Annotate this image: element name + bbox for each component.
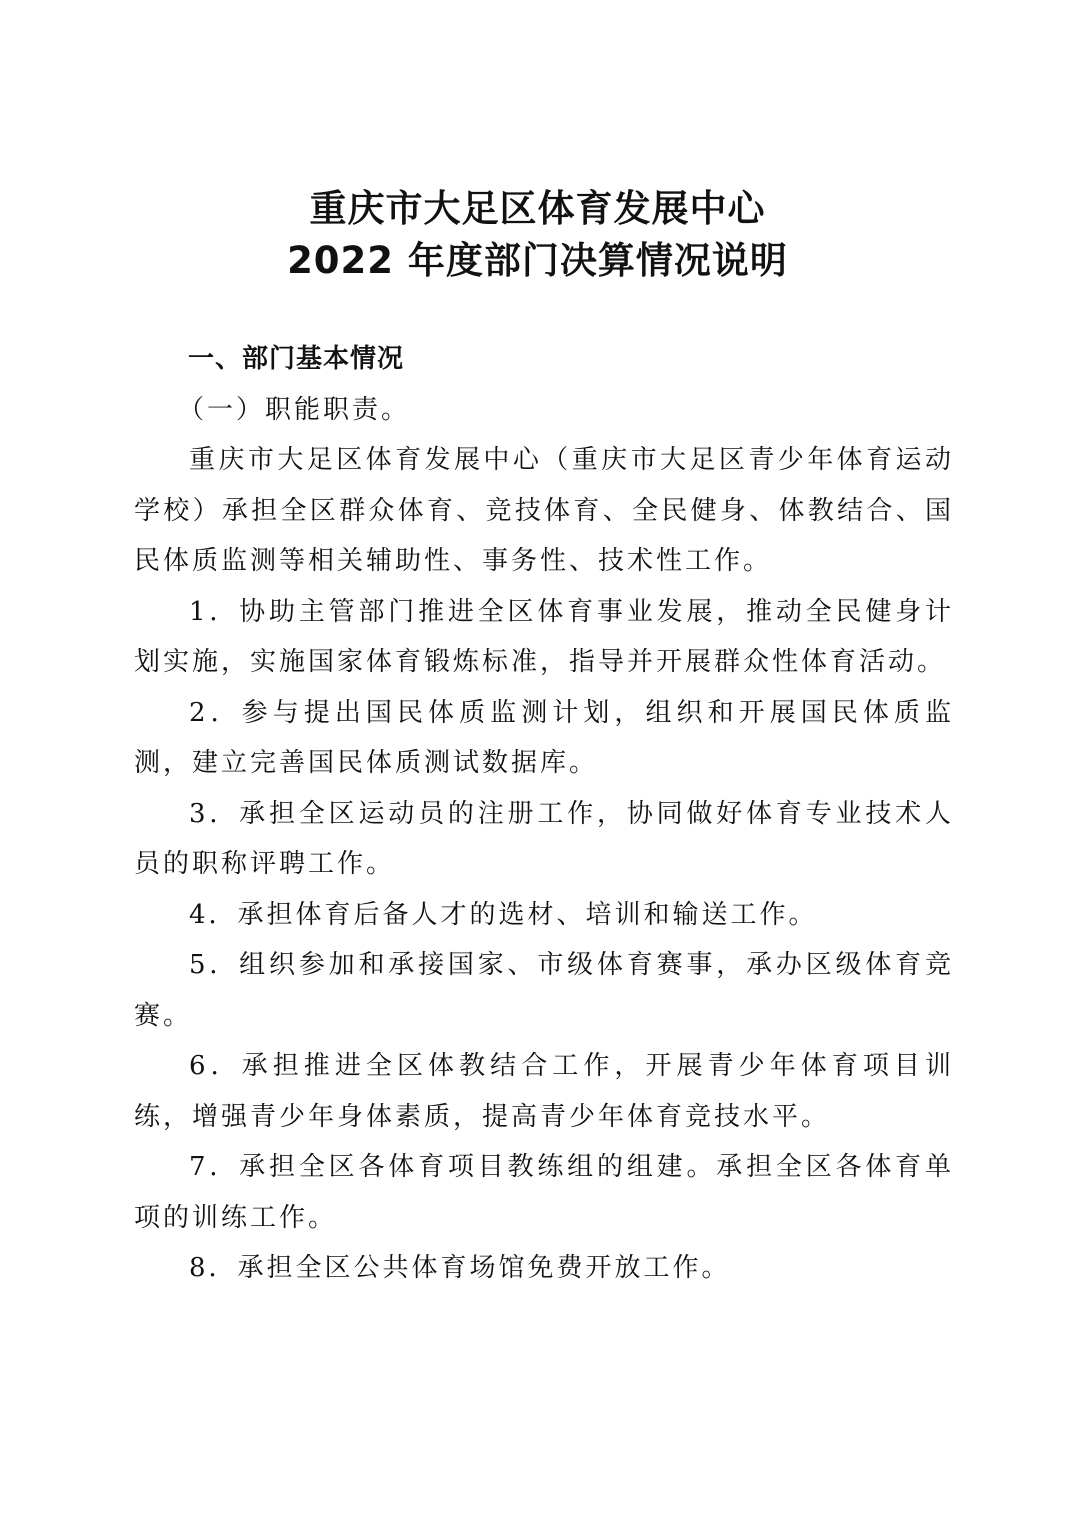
title-line-2: 2022 年度部门决算情况说明 [287, 239, 788, 282]
sub-heading: （一）职能职责。 [178, 394, 411, 425]
item-paragraph: 3．承担全区运动员的注册工作，协同做好体育专业技术人员的职称评聘工作。 [134, 798, 954, 879]
item-paragraph: 5．组织参加和承接国家、市级体育赛事，承办区级体育竞赛。 [134, 950, 954, 1031]
item-paragraph: 8．承担全区公共体育场馆免费开放工作。 [189, 1253, 731, 1283]
title-line-1: 重庆市大足区体育发展中心 [309, 187, 766, 230]
item-paragraph: 4．承担体育后备人才的选材、培训和输送工作。 [189, 899, 818, 930]
intro-paragraph: 重庆市大足区体育发展中心（重庆市大足区青少年体育运动学校）承担全区群众体育、竞技体育、全民健身、体教结合、国民体质监测等相关辅助性、事务性、技术性工作。 [134, 445, 954, 576]
document-body [134, 334, 954, 1294]
item-paragraph: 7．承担全区各体育项目教练组的组建。承担全区各体育单项的训练工作。 [134, 1152, 954, 1233]
item-paragraph: 1．协助主管部门推进全区体育事业发展，推动全民健身计划实施，实施国家体育锻炼标准，指导并开展群众性体育活动。 [134, 596, 954, 677]
document-title [0, 183, 1075, 287]
section-heading: 一、部门基本情况 [188, 344, 405, 374]
item-paragraph: 6．承担推进全区体教结合工作，开展青少年体育项目训练，增强青少年身体素质，提高青少年体育竞技水平。 [134, 1051, 954, 1132]
item-paragraph: 2．参与提出国民体质监测计划，组织和开展国民体质监测，建立完善国民体质测试数据库。 [134, 697, 954, 778]
